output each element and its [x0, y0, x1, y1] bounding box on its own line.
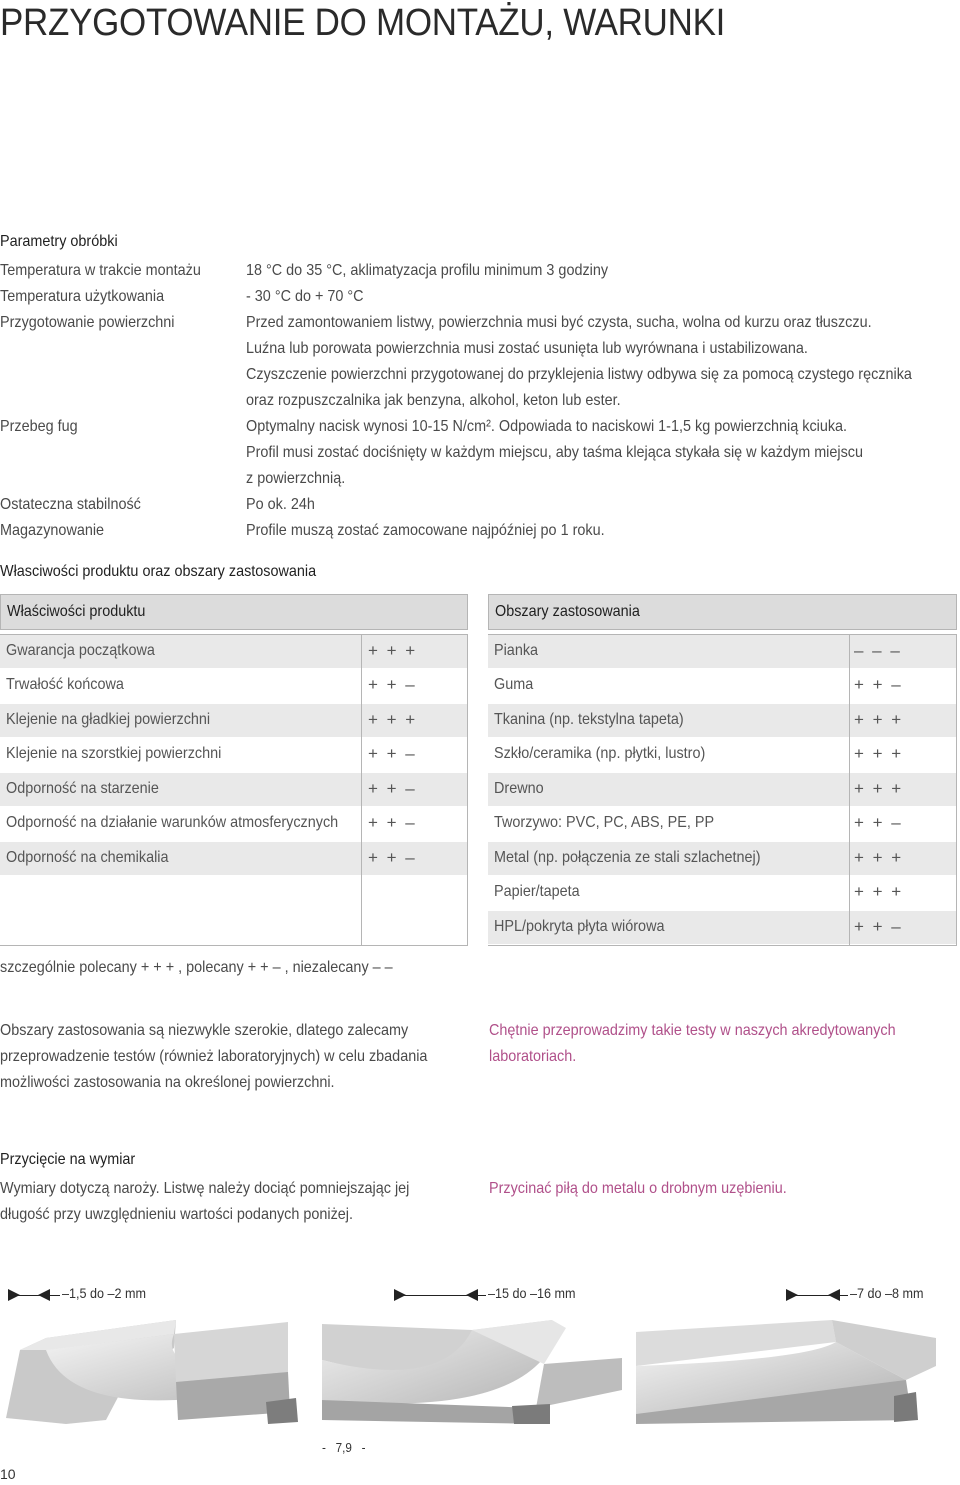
param-value: Optymalny nacisk wynosi 10-15 N/cm². Odpowiada to naciskowi 1-1,5 kg powierzchnią kciuka. — [246, 418, 848, 435]
arrow-right-icon — [394, 1289, 406, 1301]
row-label: HPL/pokryta płyta wiórowa — [494, 918, 665, 935]
row-label: Papier/tapeta — [494, 883, 580, 900]
table-row — [488, 842, 957, 876]
arrow-left-icon — [828, 1289, 840, 1301]
row-rating: + + + — [368, 710, 418, 729]
row-rating: + + – — [368, 744, 417, 763]
row-label: Klejenie na szorstkiej powierzchni — [6, 745, 222, 762]
row-label: Trwałość końcowa — [6, 676, 124, 693]
column-divider — [956, 634, 957, 946]
row-rating: + + – — [368, 675, 417, 694]
arrow-left-icon — [466, 1289, 478, 1301]
table-row — [0, 773, 468, 807]
row-label: Drewno — [494, 780, 544, 797]
divider — [0, 945, 468, 946]
note-right-line: laboratoriach. — [489, 1048, 577, 1065]
figure-caption: - 7,9 - — [322, 1440, 366, 1455]
row-label: Pianka — [494, 642, 539, 659]
row-rating: + + – — [854, 675, 903, 694]
cut-heading: Przycięcie na wymiar — [0, 1151, 136, 1168]
param-value: Profile muszą zostać zamocowane najpóźniej po 1 roku. — [246, 522, 605, 539]
params-heading: Parametry obróbki — [0, 233, 118, 250]
row-label: Guma — [494, 676, 534, 693]
profile-corner-image — [6, 1320, 306, 1425]
properties-heading: Własciwości produktu oraz obszary zastosowania — [0, 563, 317, 580]
row-rating: + + + — [854, 882, 904, 901]
row-label: Odporność na działanie warunków atmosferycznych — [6, 814, 339, 831]
param-value: - 30 °C do + 70 °C — [246, 288, 364, 305]
param-label: Przebeg fug — [0, 418, 78, 435]
param-label: Temperatura w trakcie montażu — [0, 262, 201, 279]
row-rating: + + – — [854, 813, 903, 832]
row-label: Klejenie na gładkiej powierzchni — [6, 711, 211, 728]
param-value: 18 °C do 35 °C, aklimatyzacja profilu minimum 3 godziny — [246, 262, 609, 279]
arrow-left-icon — [38, 1289, 50, 1301]
product-properties-table — [0, 594, 468, 946]
table-row — [0, 738, 468, 772]
page-title: PRZYGOTOWANIE DO MONTAŻU, WARUNKI — [0, 2, 726, 44]
row-label: Odporność na starzenie — [6, 780, 159, 797]
param-value: Przed zamontowaniem listwy, powierzchnia musi być czysta, sucha, wolna od kurzu oraz tłuszczu. — [246, 314, 872, 331]
row-rating: + + + — [854, 710, 904, 729]
row-rating: + + + — [854, 744, 904, 763]
table-row — [488, 807, 957, 841]
row-label: Tworzywo: PVC, PC, ABS, PE, PP — [494, 814, 715, 831]
note-left-line: możliwości zastosowania na określonej powierzchni. — [0, 1074, 335, 1091]
param-value: z powierzchnią. — [246, 470, 346, 487]
profile-inner-corner-image — [322, 1320, 622, 1425]
divider — [488, 945, 957, 946]
row-rating: + + – — [368, 813, 417, 832]
dimension-label: –1,5 do –2 mm — [62, 1285, 147, 1301]
rating-legend: szczególnie polecany + + + , polecany + + – , niezalecany – – — [0, 959, 393, 976]
dimension-label: –7 do –8 mm — [850, 1285, 924, 1301]
row-rating: + + + — [368, 641, 418, 660]
row-label: Gwarancja początkowa — [6, 642, 155, 659]
row-rating: + + + — [854, 779, 904, 798]
param-value: Czyszczenie powierzchni przygotowanej do przyklejenia listwy odbywa się za pomocą czystego ręcznika — [246, 366, 912, 383]
row-rating: + + + — [854, 848, 904, 867]
table-row — [0, 807, 468, 841]
param-label: Temperatura użytkowania — [0, 288, 165, 305]
arrow-right-icon — [8, 1289, 20, 1301]
table-row — [488, 911, 957, 945]
table-row — [488, 704, 957, 738]
row-label: Szkło/ceramika (np. płytki, lustro) — [494, 745, 706, 762]
note-right-line: Chętnie przeprowadzimy takie testy w naszych akredytowanych — [489, 1022, 896, 1039]
row-label: Tkanina (np. tekstylna tapeta) — [494, 711, 684, 728]
row-rating: + + – — [368, 848, 417, 867]
table-row — [488, 635, 957, 669]
param-value: oraz rozpuszczalnika jak benzyna, alkohol, keton lub ester. — [246, 392, 621, 409]
table-row — [488, 738, 957, 772]
table-header — [0, 594, 468, 630]
dimension-label: –15 do –16 mm — [488, 1285, 576, 1301]
table-header-label: Właściwości produktu — [7, 603, 146, 620]
row-label: Metal (np. połączenia ze stali szlachetnej) — [494, 849, 761, 866]
param-label: Przygotowanie powierzchni — [0, 314, 175, 331]
table-row — [0, 704, 468, 738]
row-rating: – – – — [854, 641, 902, 660]
profile-outer-corner-image — [636, 1320, 936, 1425]
param-value: Profil musi zostać dociśnięty w każdym miejscu, aby taśma klejąca stykała się w każdym miejscu — [246, 444, 864, 461]
table-row — [0, 842, 468, 876]
param-value: Po ok. 24h — [246, 496, 315, 513]
note-left-line: przeprowadzenie testów (również laboratoryjnych) w celu zbadania — [0, 1048, 428, 1065]
cut-text-line: Wymiary dotyczą naroży. Listwę należy dociąć pomniejszając jej — [0, 1180, 410, 1197]
table-row — [0, 669, 468, 703]
column-divider — [361, 634, 362, 946]
page-number: 10 — [0, 1466, 16, 1482]
table-row — [488, 876, 957, 910]
cut-tool-note: Przycinać piłą do metalu o drobnym uzębieniu. — [489, 1180, 787, 1197]
table-row — [0, 635, 468, 669]
column-divider — [849, 634, 850, 946]
note-left-line: Obszary zastosowania są niezwykle szerokie, dlatego zalecamy — [0, 1022, 409, 1039]
table-header — [488, 594, 957, 630]
arrow-right-icon — [786, 1289, 798, 1301]
param-value: Luźna lub porowata powierzchnia musi zostać usunięta lub wyrównana i ustabilizowana. — [246, 340, 808, 357]
table-row — [488, 773, 957, 807]
row-rating: + + – — [854, 917, 903, 936]
param-label: Magazynowanie — [0, 522, 105, 539]
row-label: Odporność na chemikalia — [6, 849, 169, 866]
application-areas-table — [488, 594, 957, 946]
cut-text-line: długość przy uwzględnieniu wartości podanych poniżej. — [0, 1206, 354, 1223]
table-header-label: Obszary zastosowania — [495, 603, 640, 620]
row-rating: + + – — [368, 779, 417, 798]
table-row — [488, 669, 957, 703]
column-divider — [467, 634, 468, 946]
param-label: Ostateczna stabilność — [0, 496, 141, 513]
